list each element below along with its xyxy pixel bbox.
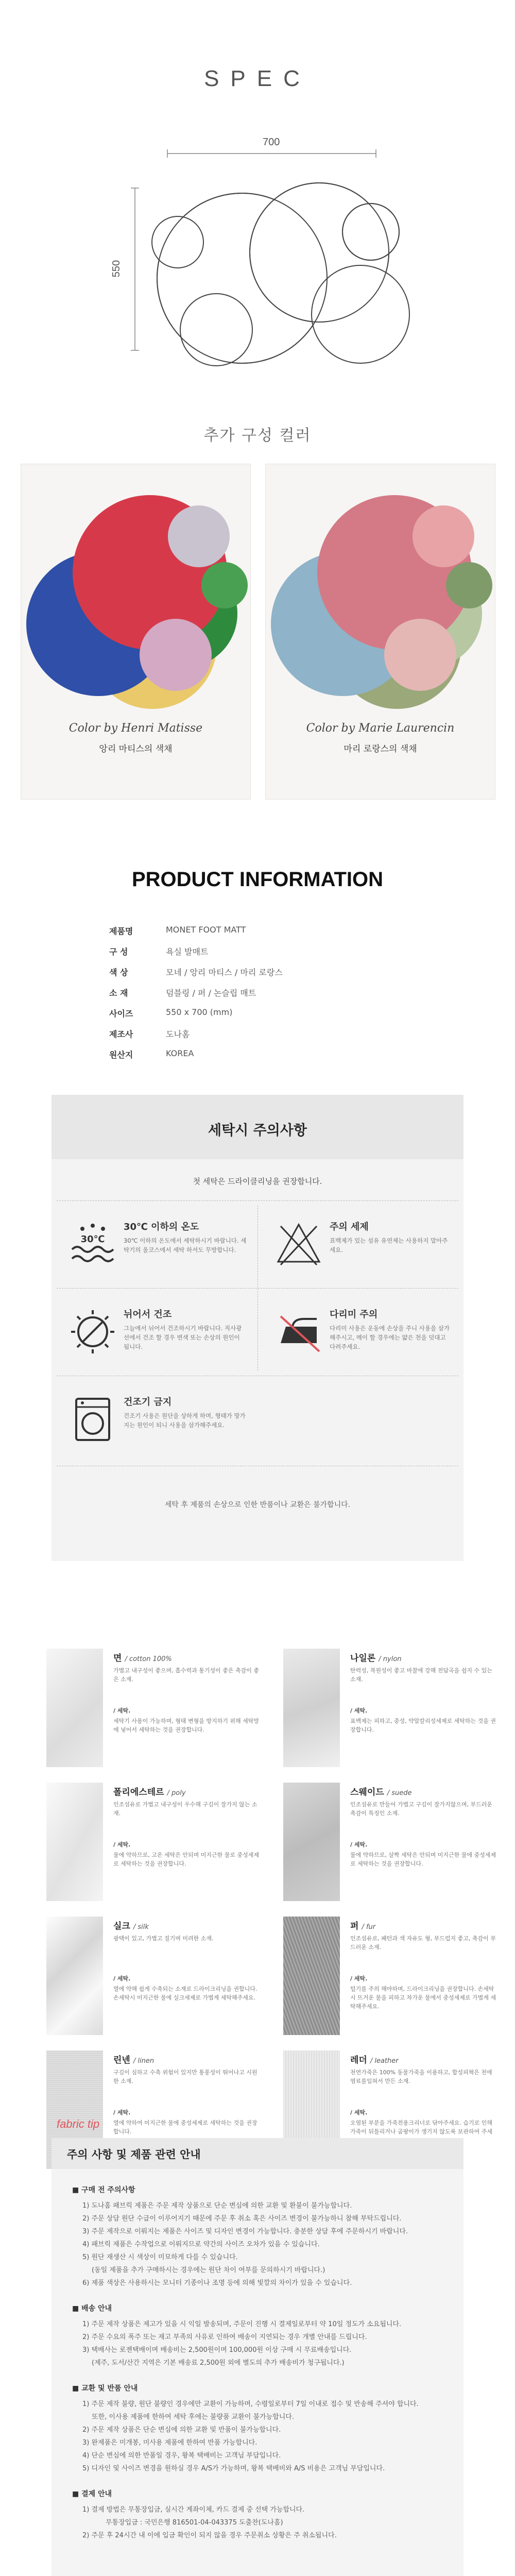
fabric-wash-label: / 세탁.	[350, 1975, 368, 1982]
caption-en: Color by Henri Matisse	[68, 722, 203, 735]
info-row	[109, 920, 439, 940]
notice-line: 5) 원단 재생산 시 색상이 미묘하게 다를 수 있습니다.	[82, 2253, 238, 2261]
notice-line: 2) 주문 제작 상품은 단순 변심에 의한 교환 및 반품이 불가능합니다.	[82, 2426, 281, 2434]
notice-line: (동일 제품을 추가 구매하시는 경우에는 원단 차이 여부를 문의하시기 바랍니다.)	[92, 2266, 325, 2274]
fabric-title: 실크 / silk	[113, 1921, 149, 1931]
fabric-wash: 세탁기 사용이 가능하며, 형태 변형을 방지하기 위해 세탁망에 넣어서 세탁하는 것을 권장합니다.	[113, 1718, 259, 1733]
notice-line: 4) 단순 변심에 의한 반품일 경우, 왕복 택배비는 고객님 부담입니다.	[82, 2452, 281, 2460]
notice-line: 3) 완제품은 미개봉, 미사용 제품에 한하여 반품 가능합니다.	[82, 2439, 258, 2447]
notice-line: 6) 제품 색상은 사용하시는 모니터 기종이나 조명 등에 의해 빛깔의 차이가 있을 수 있습니다.	[82, 2279, 352, 2287]
fabric-desc: 인조섬유로 가볍고 내구성이 우수해 구김이 잘가지 않는 소재.	[113, 1801, 258, 1817]
fabric-wash-label: / 세탁.	[113, 1707, 131, 1714]
fabric-wash-label: / 세탁.	[350, 2109, 368, 2116]
fabric-wash-label: / 세탁.	[113, 1841, 131, 1848]
fabric-wash: 열에 약하여 미지근한 물에 중성세제로 세탁하는 것을 권장합니다.	[113, 2120, 258, 2135]
care-item-desc: 그늘에서 뉘어서 건조하시기 바랍니다. 직사광선에서 건조 할 경우 변색 또는 손상의 원인이 됩니다.	[124, 1325, 242, 1350]
notice-section-heading: ■ 배송 안내	[72, 2304, 112, 2313]
fabric-desc: 광택이 있고, 가볍고 질기며 미려한 소재.	[113, 1935, 214, 1942]
notice-line: 2) 주문 상담 원단 수급이 이루어지기 때문에 주문 후 취소 혹은 사이즈 변경이 불가능하니 참해 부탁드립니다.	[82, 2215, 402, 2223]
wash-temperature-icon	[67, 1218, 118, 1270]
fabric-title: 나일론 / nylon	[350, 1653, 402, 1664]
info-key: 제조사	[109, 1029, 133, 1039]
care-item-desc: 표백제가 있는 섬유 유연제는 사용하지 말아주세요.	[330, 1237, 448, 1253]
notice-title: 주의 사항 및 제품 관련 안내	[67, 2148, 201, 2161]
caption-ko: 앙리 마티스의 색채	[99, 744, 173, 754]
fabric-poly	[46, 1783, 263, 1901]
fabric-wash-label: / 세탁.	[113, 1975, 131, 1982]
info-value: 550 x 700 (mm)	[166, 1007, 233, 1017]
care-item-title: 다리미 주의	[330, 1309, 378, 1320]
care-item-dry-flat	[57, 1291, 252, 1373]
fabric-desc: 탄력성, 복원성이 좋고 마찰에 강해 전답곡을 쉽지 수 있는 소재.	[350, 1667, 492, 1683]
fabric-desc: 구김이 심하고 수축 위험이 있지만 통풍성이 뛰어나고 시원한 소재.	[113, 2069, 258, 2084]
rug-image-matisse	[21, 474, 250, 722]
no-bleach-icon	[273, 1218, 324, 1270]
notice-section-heading: ■ 구매 전 주의사항	[72, 2186, 135, 2194]
notice-line: 3) 주문 제작으로 이뤄지는 제품은 사이즈 및 디자인 변경이 가능합니다. 충분한 상담 후에 주문하시기 바랍니다.	[82, 2228, 408, 2235]
fabric-wash: 물에 약하므로, 고온 세탁은 안되며 미지근한 물로 중성세제로 세탁하는 것을 권장합니다.	[113, 1852, 259, 1867]
notice-line: 1) 도나홈 패브릭 제품은 주문 제작 상품으로 단순 변심에 의한 교환 및 환불이 불가능합니다.	[82, 2202, 352, 2210]
fabric-wash: 털기를 주의 해야하며, 드라이크리닝을 권장합니다. 손세탁시 뜨거운 물을 피하고 차가운 물에서 중성세제로 가볍게 세탁해주세요.	[350, 1986, 496, 2010]
height-label: 550	[111, 260, 123, 278]
info-key: 구 성	[109, 947, 128, 957]
fabric-image	[46, 1783, 103, 1901]
notice-line: 2) 주문 수요의 폭주 또는 재고 부족의 사유로 인하여 배송이 지연되는 경우 개별 안내를 드립니다.	[82, 2333, 367, 2341]
caption-ko: 마리 로랑스의 색채	[344, 744, 417, 754]
no-iron-icon	[273, 1306, 324, 1358]
fabric-wash: 표백제는 피하고, 중성, 약알칼리성세제로 세탁하는 것을 권장합니다.	[350, 1718, 496, 1733]
spec-diagram	[0, 0, 515, 392]
info-value: 모네 / 앙리 마티스 / 마리 로랑스	[166, 968, 283, 977]
fabric-title: 린넨 / linen	[113, 2055, 154, 2065]
notice-line: 5) 디자인 및 사이즈 변경을 원하실 경우 A/S가 가능하며, 왕복 택배비와 A/S 비용은 고객님 부담입니다.	[82, 2465, 385, 2472]
fabric-image	[283, 1649, 340, 1767]
notice-line: 1) 결제 방법은 무통장입금, 실시간 계좌이체, 카드 결제 중 선택 가능합니다.	[82, 2506, 305, 2514]
fabric-nylon	[283, 1649, 500, 1767]
colors-title: 추가 구성 컬러	[203, 427, 312, 445]
info-key: 사이즈	[109, 1009, 133, 1019]
fabric-suede	[283, 1783, 500, 1901]
notice-line: 2) 주문 후 24시간 내 이에 입금 확인이 되지 않을 경우 주문취소 상황은 주 취소됩니다.	[82, 2532, 337, 2539]
spec-title: SPEC	[204, 66, 311, 91]
info-row	[109, 1002, 439, 1023]
fabric-desc: 가볍고 내구성이 좋으며, 흡수력과 통기성이 좋은 촉감이 좋은 소재.	[113, 1667, 259, 1683]
fabric-cotton	[46, 1649, 263, 1767]
care-item-iron	[263, 1291, 458, 1373]
fabric-wash-label: / 세탁.	[113, 2109, 131, 2116]
svg-text:30℃: 30℃	[80, 1234, 105, 1245]
fabric-title: 면 / cotton 100%	[113, 1653, 172, 1664]
product-info-title: PRODUCT INFORMATION	[131, 868, 384, 891]
width-label: 700	[263, 137, 280, 148]
notice-section-heading: ■ 결제 안내	[72, 2490, 112, 2498]
notice-line: 3) 택배사는 로젠택배이며 배송비는 2,500원이며 100,000원 이상 구매 시 무료배송입니다.	[82, 2346, 352, 2354]
notice-line: 4) 패브릭 제품은 수작업으로 이뤄지므로 약간의 사이즈 오차가 있을 수 있습니다.	[82, 2241, 320, 2248]
care-title: 세탁시 주의사항	[208, 1123, 307, 1139]
fabric-title: 퍼 / fur	[350, 1921, 376, 1931]
care-item-title: 건조기 금지	[124, 1397, 172, 1408]
info-key: 원산지	[109, 1050, 133, 1060]
fabric-image	[283, 1783, 340, 1901]
care-item-desc: 건조기 사용은 원단을 상하게 하며, 형태가 망가지는 원인이 되니 사용을 삼가해주세요.	[124, 1412, 246, 1429]
fabric-wash-label: / 세탁.	[350, 1841, 368, 1848]
info-row	[109, 961, 439, 981]
care-item-detergent	[263, 1203, 458, 1285]
info-row	[109, 940, 439, 961]
fabric-wash-label: / 세탁.	[350, 1707, 368, 1714]
info-value: 욕실 발매트	[166, 947, 209, 957]
notice-line: 무통장입금 : 국민은행 816501-04-043375 도출찬(도나홈)	[106, 2519, 283, 2527]
fabric-title: 레더 / leather	[350, 2055, 399, 2065]
fabric-image	[46, 1917, 103, 2035]
fabric-desc: 천연가죽은 100% 동물가죽을 이용하고, 합성피혁은 천에 염료를입혀서 만든 소재.	[350, 2069, 492, 2084]
info-key: 색 상	[109, 968, 128, 977]
notice-section-heading: ■ 교환 및 반품 안내	[72, 2384, 138, 2393]
color-card-laurencin	[265, 464, 495, 800]
no-dryer-icon	[67, 1394, 118, 1445]
info-key: 소 재	[109, 988, 128, 998]
fabric-desc: 인조섬유로, 패턴과 색 자유도 형, 부드럽지 좋고, 촉감이 부드러운 소재.	[350, 1935, 496, 1951]
info-row	[109, 1043, 439, 1064]
care-item-desc: 다리미 사용은 운동에 손상을 주니 사용을 삼가해주시고, 메이 할 경우에는 얇은 천을 덧대고 다려주세요.	[330, 1325, 450, 1350]
caption-en: Color by Marie Laurencin	[306, 722, 455, 735]
care-item-title: 뉘어서 건조	[124, 1309, 172, 1320]
fabric-wash: 열에 약해 쉽게 수축되는 소재로 드라이크리닝을 권합니다. 손세탁시 미지근한 물에 실크세제로 가볍게 세탁해주세요.	[113, 1986, 258, 2001]
fabric-wash: 오염된 부분을 가죽전용크리너로 닦아주세요. 습기로 인해 가죽이 뒤틀리거나 곰팡이가 생기지 않도록 보관하여 주세	[350, 2120, 493, 2135]
care-footer: 세탁 후 제품의 손상으로 인한 반품이나 교환은 불가합니다.	[164, 1501, 351, 1509]
care-item-temperature	[57, 1203, 252, 1285]
color-card-matisse	[21, 464, 251, 800]
care-item-title: 주의 세제	[330, 1222, 369, 1232]
notice-line: (제주, 도서/산간 지역은 기본 배송료 2,500원 외에 별도의 추가 배송비가 청구됩니다.)	[92, 2359, 345, 2367]
info-row	[109, 1023, 439, 1043]
rug-image-laurencin	[266, 474, 495, 722]
info-value: 도나홈	[166, 1029, 190, 1039]
fabric-image	[46, 1649, 103, 1767]
fabric-silk	[46, 1917, 263, 2035]
fabric-image	[283, 1917, 340, 2035]
care-item-desc: 30℃ 이하의 온도에서 세탁하시기 바랍니다. 세탁기의 울코스에서 세탁 하셔도 무방합니다.	[124, 1237, 247, 1253]
notice-line: 1) 주문 제작 불량, 원단 불량인 경우에만 교환이 가능하며, 수령일로부터 7일 이내로 접수 및 반송해 주셔야 합니다.	[82, 2400, 419, 2408]
fabric-title: 폴리에스테르 / poly	[113, 1787, 186, 1798]
info-value: 덤블링 / 퍼 / 논슬립 매트	[166, 988, 256, 998]
info-row	[109, 981, 439, 1002]
info-value: KOREA	[166, 1048, 194, 1058]
fabric-tip-label: fabric tip	[57, 2117, 100, 2130]
fabric-wash: 물에 약하므로, 살짝 세탁은 안되며 미지근한 물에 중성세제로 세탁하는 것을 권장합니다.	[350, 1852, 496, 1867]
care-item-dryer	[57, 1378, 252, 1461]
fabric-fur	[283, 1917, 500, 2035]
fabric-title: 스웨이드 / suede	[350, 1787, 412, 1798]
care-subtitle: 첫 세탁은 드라이클리닝을 권장합니다.	[193, 1177, 322, 1186]
notice-line: 1) 주문 제작 상품은 제고가 있을 시 익일 발송되며, 주문이 진행 시 결제일로부터 약 10일 정도가 소요됩니다.	[82, 2320, 402, 2328]
fabric-desc: 인조섬유로 만들어 가볍고 구김이 잘가지않으며, 부드러운 촉감이 특징인 소재.	[350, 1801, 493, 1817]
care-item-title: 30℃ 이하의 온도	[124, 1222, 199, 1232]
notice-line: 또한, 이사용 제품에 한하여 세탁 후에는 불량품 교환이 불가능합니다.	[92, 2413, 294, 2421]
info-value: MONET FOOT MATT	[166, 925, 246, 935]
info-key: 제품명	[109, 926, 133, 936]
dry-flat-icon	[67, 1306, 118, 1358]
